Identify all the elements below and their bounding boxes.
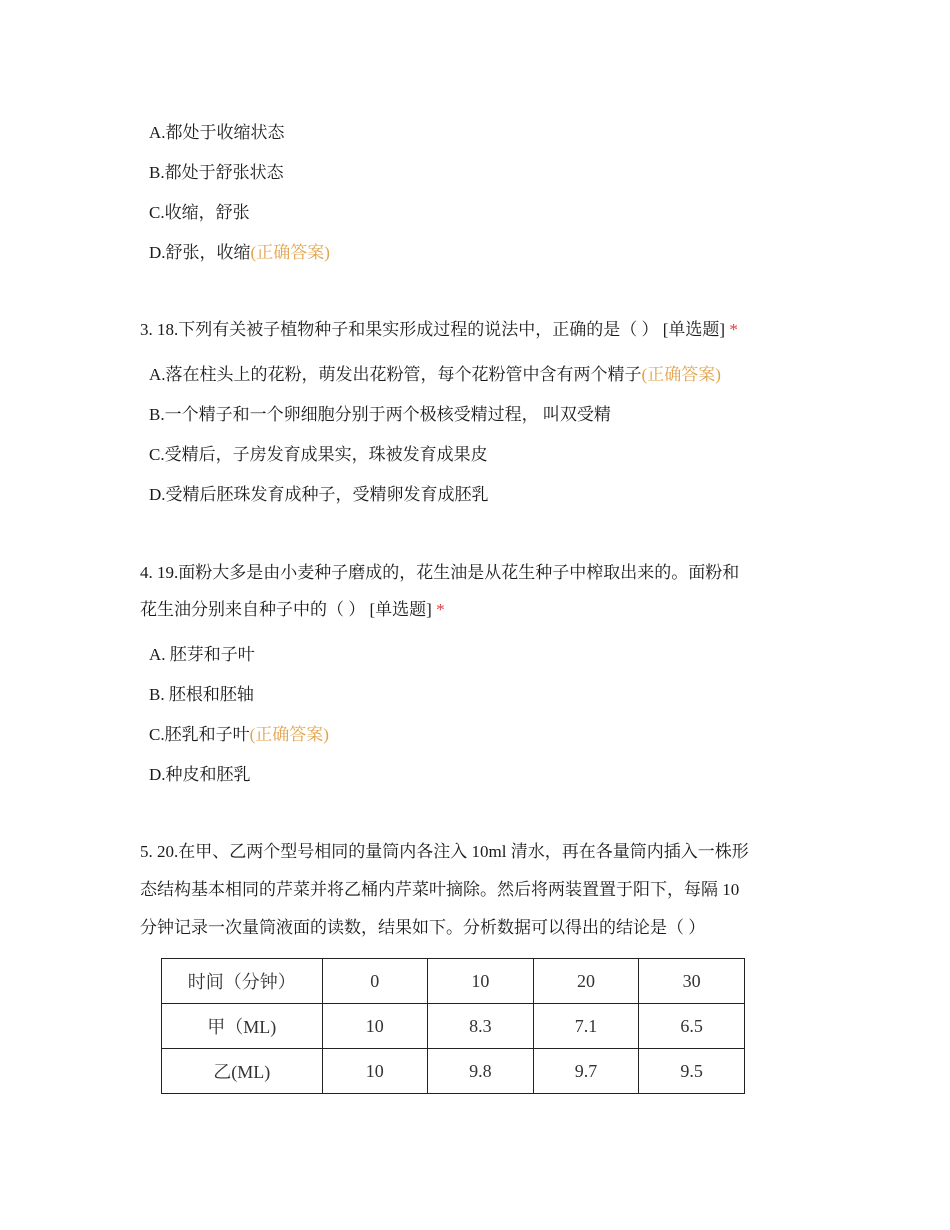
table-cell: 7.1: [533, 1004, 639, 1049]
table-header-cell: 时间（分钟）: [162, 959, 323, 1004]
table-cell: 10: [322, 1049, 428, 1094]
q3-option-c[interactable]: C.受精后，子房发育成果实，珠被发育成果皮: [149, 445, 488, 464]
table-cell: 6.5: [639, 1004, 745, 1049]
required-mark: *: [436, 600, 445, 619]
required-mark: *: [729, 320, 738, 339]
q2-option-a[interactable]: A.都处于收缩状态: [149, 123, 285, 142]
q2-option-c[interactable]: C.收缩，舒张: [149, 203, 250, 222]
q4-title-line2: 花生油分别来自种子中的（ ） [单选题] *: [140, 600, 445, 619]
q4-option-a[interactable]: A. 胚芽和子叶: [149, 645, 255, 664]
q5-title-line2: 态结构基本相同的芹菜并将乙桶内芹菜叶摘除。然后将两装置置于阳下，每隔 10: [140, 880, 740, 899]
table-cell: 甲（ML): [162, 1004, 323, 1049]
q5-title-line3: 分钟记录一次量筒液面的读数，结果如下。分析数据可以得出的结论是（ ）: [140, 918, 706, 937]
measurement-table: [161, 958, 745, 1094]
correct-answer-tag: (正确答案): [641, 365, 721, 384]
correct-answer-tag: (正确答案): [250, 243, 330, 262]
q3-option-a[interactable]: A.落在柱头上的花粉，萌发出花粉管，每个花粉管中含有两个精子(正确答案): [149, 365, 721, 384]
table-header-cell: 20: [533, 959, 639, 1004]
q2-option-b[interactable]: B.都处于舒张状态: [149, 163, 284, 182]
q5-title-line1: 5. 20.在甲、乙两个型号相同的量筒内各注入 10ml 清水，再在各量筒内插入一株形: [140, 842, 749, 861]
table-header-cell: 0: [322, 959, 428, 1004]
q4-option-c[interactable]: C.胚乳和子叶(正确答案): [149, 725, 329, 744]
q3-option-b[interactable]: B.一个精子和一个卵细胞分别于两个极核受精过程， 叫双受精: [149, 405, 611, 424]
q4-option-d[interactable]: D.种皮和胚乳: [149, 765, 251, 784]
table-cell: 8.3: [428, 1004, 534, 1049]
q2-option-d[interactable]: D.舒张，收缩(正确答案): [149, 243, 330, 262]
q4-option-b[interactable]: B. 胚根和胚轴: [149, 685, 254, 704]
table-row: [162, 1049, 745, 1094]
table-cell: 9.8: [428, 1049, 534, 1094]
table-cell: 9.7: [533, 1049, 639, 1094]
correct-answer-tag: (正确答案): [249, 725, 329, 744]
q4-title-line1: 4. 19.面粉大多是由小麦种子磨成的，花生油是从花生种子中榨取出来的。面粉和: [140, 563, 740, 582]
q3-option-d[interactable]: D.受精后胚珠发育成种子，受精卵发育成胚乳: [149, 485, 489, 504]
table-cell: 乙(ML): [162, 1049, 323, 1094]
q3-title: 3. 18.下列有关被子植物种子和果实形成过程的说法中，正确的是（ ） [单选题] *: [140, 320, 738, 339]
table-cell: 10: [322, 1004, 428, 1049]
table-header-row: [162, 959, 745, 1004]
table-header-cell: 10: [428, 959, 534, 1004]
table-header-cell: 30: [639, 959, 745, 1004]
table-row: [162, 1004, 745, 1049]
table-cell: 9.5: [639, 1049, 745, 1094]
